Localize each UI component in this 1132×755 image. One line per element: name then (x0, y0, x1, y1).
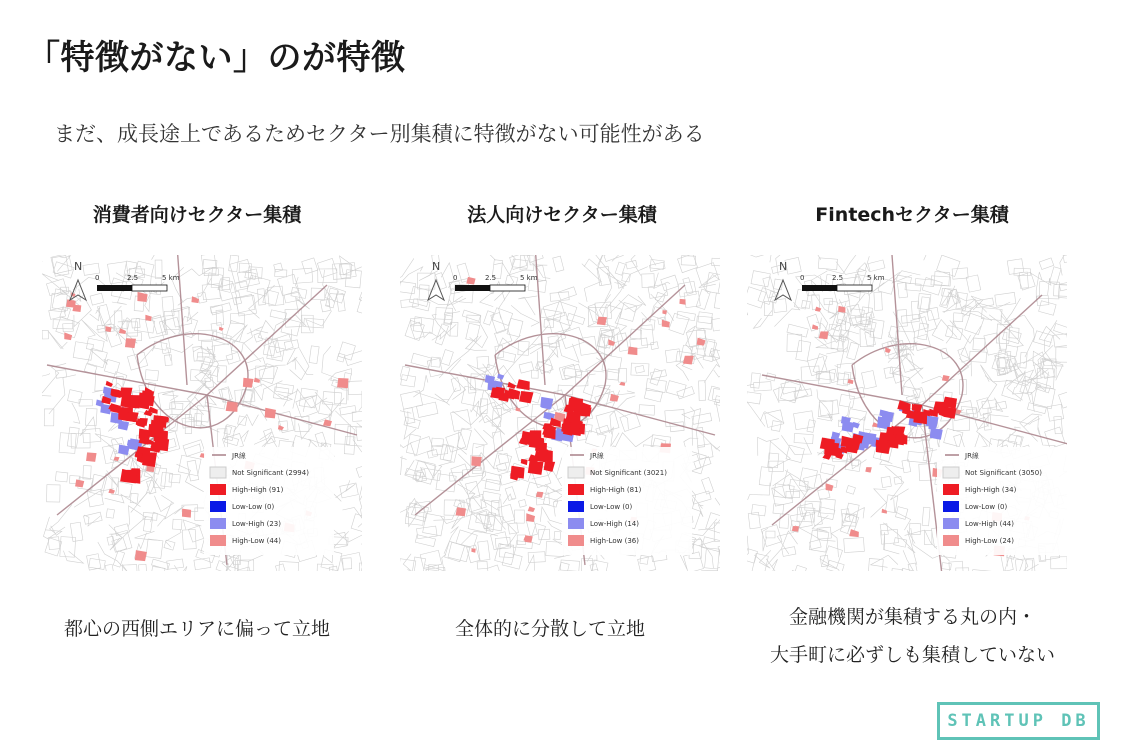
high-high-cell (139, 393, 152, 405)
legend-swatch (568, 467, 584, 478)
scale-label: 5 km (867, 274, 885, 282)
high-low-cell (628, 347, 638, 356)
page-subtitle: まだ、成長途上であるためセクター別集積に特徴がない可能性がある (54, 122, 705, 146)
map-corporate (400, 255, 720, 571)
map-svg (400, 255, 720, 571)
high-low-cell (125, 338, 136, 348)
legend-swatch (943, 535, 959, 546)
legend-swatch (943, 518, 959, 529)
high-low-cell (456, 507, 466, 516)
legend-swatch (210, 467, 226, 478)
north-label: N (779, 260, 788, 273)
map-consumer (42, 255, 362, 571)
high-low-cell (243, 378, 254, 388)
high-low-cell (597, 317, 607, 326)
scale-bar-light (837, 285, 872, 291)
north-label: N (432, 260, 441, 273)
caption-line: 金融機関が集積する丸の内・ (788, 606, 1036, 628)
low-high-cell (882, 411, 894, 422)
high-low-cell (72, 305, 81, 312)
legend-swatch (943, 501, 959, 512)
page-title: 「特徴がない」のが特徴 (26, 38, 406, 78)
legend-label: Not Significant (2994) (232, 469, 309, 477)
legend-swatch (568, 535, 584, 546)
high-high-cell (142, 452, 157, 467)
legend-rail-label: JR線 (590, 452, 604, 460)
legend-swatch (210, 484, 226, 495)
legend-label: Low-Low (0) (232, 503, 275, 511)
legend-label: High-Low (44) (232, 537, 281, 545)
legend-label: High-High (81) (590, 486, 642, 494)
high-high-cell (943, 407, 956, 418)
scale-label: 2.5 (127, 274, 139, 282)
high-low-cell (525, 535, 533, 543)
map-fintech (747, 255, 1067, 571)
low-high-cell (842, 421, 855, 433)
scale-bar-dark (455, 285, 490, 291)
caption-corporate (375, 610, 725, 648)
high-low-cell (471, 456, 482, 466)
low-high-cell (861, 432, 874, 444)
legend-label: Low-Low (0) (965, 503, 1008, 511)
caption-line: 全体的に分散して立地 (454, 618, 645, 640)
map-svg (747, 255, 1067, 571)
legend-label: Not Significant (3021) (590, 469, 667, 477)
legend-swatch (568, 501, 584, 512)
high-high-cell (942, 397, 957, 409)
scale-label: 5 km (520, 274, 538, 282)
scale-bar-dark (97, 285, 132, 291)
map-svg (42, 255, 362, 571)
scale-bar-light (132, 285, 167, 291)
legend-label: Low-Low (0) (590, 503, 633, 511)
legend-swatch (568, 484, 584, 495)
high-high-cell (824, 442, 839, 456)
scale-label: 2.5 (832, 274, 844, 282)
legend-label: High-Low (36) (590, 537, 639, 545)
legend-swatch (210, 535, 226, 546)
legend-swatch (210, 501, 226, 512)
caption-line: 都心の西側エリアに偏って立地 (63, 618, 330, 640)
scale-label: 5 km (162, 274, 180, 282)
legend-swatch (943, 467, 959, 478)
legend-label: Low-High (14) (590, 520, 639, 528)
legend-label: High-Low (24) (965, 537, 1014, 545)
legend-label: Low-High (23) (232, 520, 281, 528)
high-low-cell (679, 299, 685, 305)
north-label: N (74, 260, 83, 273)
high-high-cell (528, 461, 544, 475)
panel-title: 消費者向けセクター集積 (92, 204, 302, 226)
logo-text: STARTUP DB (947, 711, 1090, 731)
legend-swatch (943, 484, 959, 495)
legend-label: High-High (91) (232, 486, 284, 494)
scale-bar-dark (802, 285, 837, 291)
legend-swatch (568, 518, 584, 529)
panel-title: 法人向けセクター集積 (467, 204, 657, 226)
high-high-cell (490, 388, 504, 400)
legend-label: Not Significant (3050) (965, 469, 1042, 477)
high-low-cell (86, 452, 97, 461)
high-low-cell (337, 378, 348, 388)
caption-fintech (735, 598, 1090, 674)
caption-consumer (22, 610, 372, 648)
scale-label: 0 (95, 274, 100, 282)
legend-label: Low-High (44) (965, 520, 1014, 528)
scale-label: 0 (453, 274, 458, 282)
high-low-cell (135, 550, 147, 561)
legend-rail-label: JR線 (965, 452, 979, 460)
panel-title: Fintechセクター集積 (815, 204, 1009, 226)
legend-swatch (210, 518, 226, 529)
scale-label: 2.5 (485, 274, 497, 282)
caption-line: 大手町に必ずしも集積していない (769, 644, 1055, 666)
scale-bar-light (490, 285, 525, 291)
scale-label: 0 (800, 274, 805, 282)
high-low-cell (182, 509, 191, 518)
legend-rail-label: JR線 (232, 452, 246, 460)
high-low-cell (226, 401, 238, 411)
legend-label: High-High (34) (965, 486, 1017, 494)
startup-db-logo (937, 702, 1100, 740)
